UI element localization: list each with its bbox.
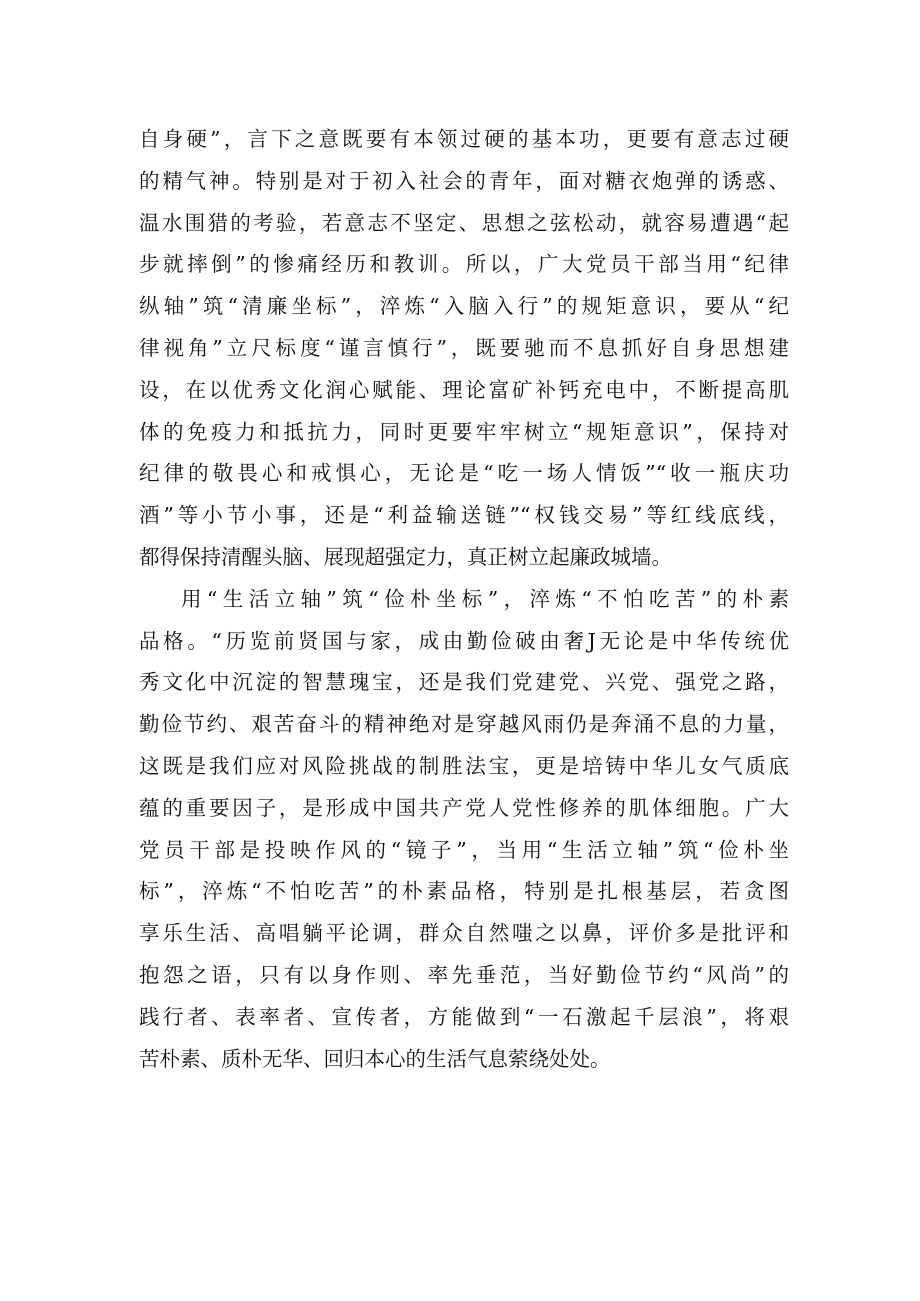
text-line: 这既是我们应对风险挑战的制胜法宝，更是培铸中华儿女气质底 (139, 753, 789, 778)
text-line: 苦朴素、质朴无华、回归本心的生活气息萦绕处处。 (139, 1046, 611, 1071)
text-line: 律视角”立尺标度“谨言慎行”，既要驰而不息抓好自身思想建 (139, 335, 789, 360)
text-line: 享乐生活、高唱躺平论调，群众自然嗤之以鼻，评价多是批评和 (139, 921, 789, 946)
text-line: 温水围猎的考验，若意志不坚定、思想之弦松动，就容易遭遇“起 (139, 210, 789, 235)
text-line: 纵轴”筑“清廉坐标”，淬炼“入脑入行”的规矩意识，要从“纪 (139, 294, 789, 319)
text-line: 蕴的重要因子，是形成中国共产党人党性修养的肌体细胞。广大 (139, 795, 789, 820)
text-line: 自身硬”，言下之意既要有本领过硬的基本功，更要有意志过硬 (139, 127, 789, 151)
text-line: 都得保持清醒头脑、展现超强定力，真正树立起廉政城墙。 (139, 544, 672, 569)
text-line: 品格。“历览前贤国与家，成由勤俭破由奢J无论是中华传统优 (139, 628, 789, 653)
text-line: 党员干部是投映作风的“镜子”，当用“生活立轴”筑“俭朴坐 (139, 837, 789, 862)
text-line: 步就摔倒”的惨痛经历和教训。所以，广大党员干部当用“纪律 (139, 252, 789, 277)
body-text (139, 119, 789, 1080)
paragraph-1 (139, 119, 789, 579)
text-line: 体的免疫力和抵抗力，同时更要牢牢树立“规矩意识”，保持对 (139, 419, 789, 444)
text-line: 纪律的敬畏心和戒惧心，无论是“吃一场人情饭”“收一瓶庆功 (139, 461, 789, 486)
paragraph-2 (139, 579, 789, 1081)
text-line: 秀文化中沉淀的智慧瑰宝，还是我们党建党、兴党、强党之路， (139, 670, 789, 695)
text-line: 勤俭节约、艰苦奋斗的精神绝对是穿越风雨仍是奔涌不息的力量， (139, 712, 789, 737)
text-line: 用“生活立轴”筑“俭朴坐标”，淬炼“不怕吃苦”的朴素 (181, 586, 789, 611)
text-line: 抱怨之语，只有以身作则、率先垂范，当好勤俭节约“风尚”的 (139, 962, 789, 987)
text-line: 践行者、表率者、宣传者，方能做到“一石激起千层浪”，将艰 (139, 1004, 789, 1029)
text-line: 设，在以优秀文化润心赋能、理论富矿补钙充电中，不断提高肌 (139, 377, 789, 402)
text-line: 酒”等小节小事，还是“利益输送链”“权钱交易”等红线底线， (139, 503, 789, 528)
text-line: 的精气神。特别是对于初入社会的青年，面对糖衣炮弹的诱惑、 (139, 168, 789, 193)
text-line: 标”，淬炼“不怕吃苦”的朴素品格，特别是扎根基层，若贪图 (139, 879, 789, 904)
